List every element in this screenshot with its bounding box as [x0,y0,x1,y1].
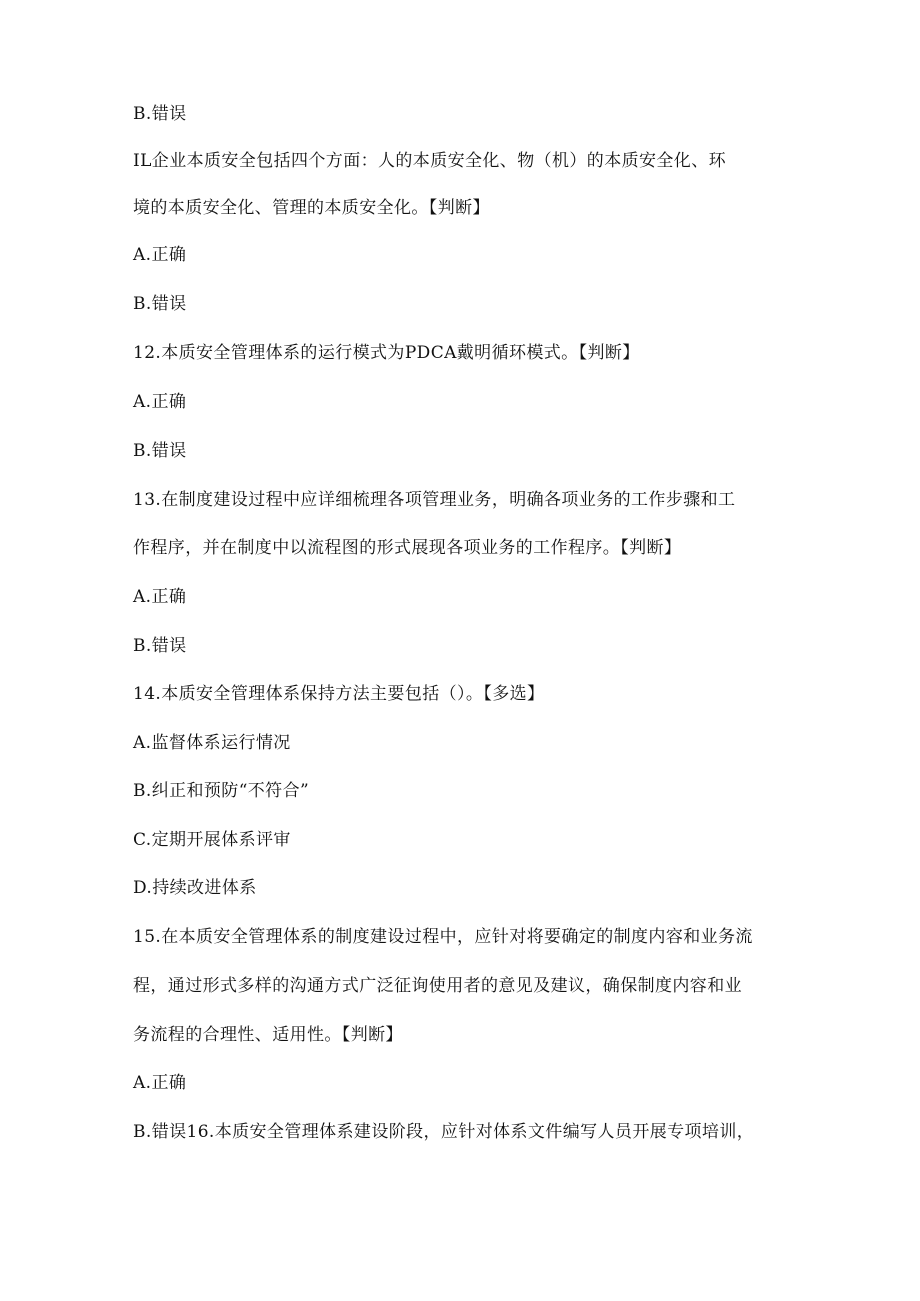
q12-option-a: A.正确 [133,392,187,412]
q12-option-b: B.错误 [133,441,187,461]
q14-option-b: B.纠正和预防“不符合” [133,781,310,801]
q11-text-line-1: IL企业本质安全包括四个方面：人的本质安全化、物（机）的本质安全化、环 [133,151,727,171]
q15-option-a: A.正确 [133,1073,187,1093]
q15-text-line-3: 务流程的合理性、适用性。【判断】 [133,1025,403,1045]
q15-text-line-1: 15.在本质安全管理体系的制度建设过程中，应针对将要确定的制度内容和业务流 [133,927,753,947]
q11-text-line-2: 境的本质安全化、管理的本质安全化。【判断】 [133,198,490,218]
q13-option-a: A.正确 [133,587,187,607]
q13-text-line-2: 作程序，并在制度中以流程图的形式展现各项业务的工作程序。【判断】 [133,538,682,558]
q13-text-line-1: 13.在制度建设过程中应详细梳理各项管理业务，明确各项业务的工作步骤和工 [133,490,736,510]
q10-option-b: B.错误 [133,104,187,124]
q14-option-d: D.持续改进体系 [133,878,257,898]
q14-text: 14.本质安全管理体系保持方法主要包括（）。【多选】 [133,684,545,704]
q15-option-b-q16-text: B.错误16.本质安全管理体系建设阶段，应针对体系文件编写人员开展专项培训， [133,1122,755,1142]
q13-option-b: B.错误 [133,636,187,656]
q12-text: 12.本质安全管理体系的运行模式为PDCA戴明循环模式。【判断】 [133,343,640,363]
q11-option-b: B.错误 [133,294,187,314]
q14-option-a: A.监督体系运行情况 [133,733,291,753]
q15-text-line-2: 程，通过形式多样的沟通方式广泛征询使用者的意见及建议，确保制度内容和业 [133,976,742,996]
q14-option-c: C.定期开展体系评审 [133,830,291,850]
q11-option-a: A.正确 [133,245,187,265]
